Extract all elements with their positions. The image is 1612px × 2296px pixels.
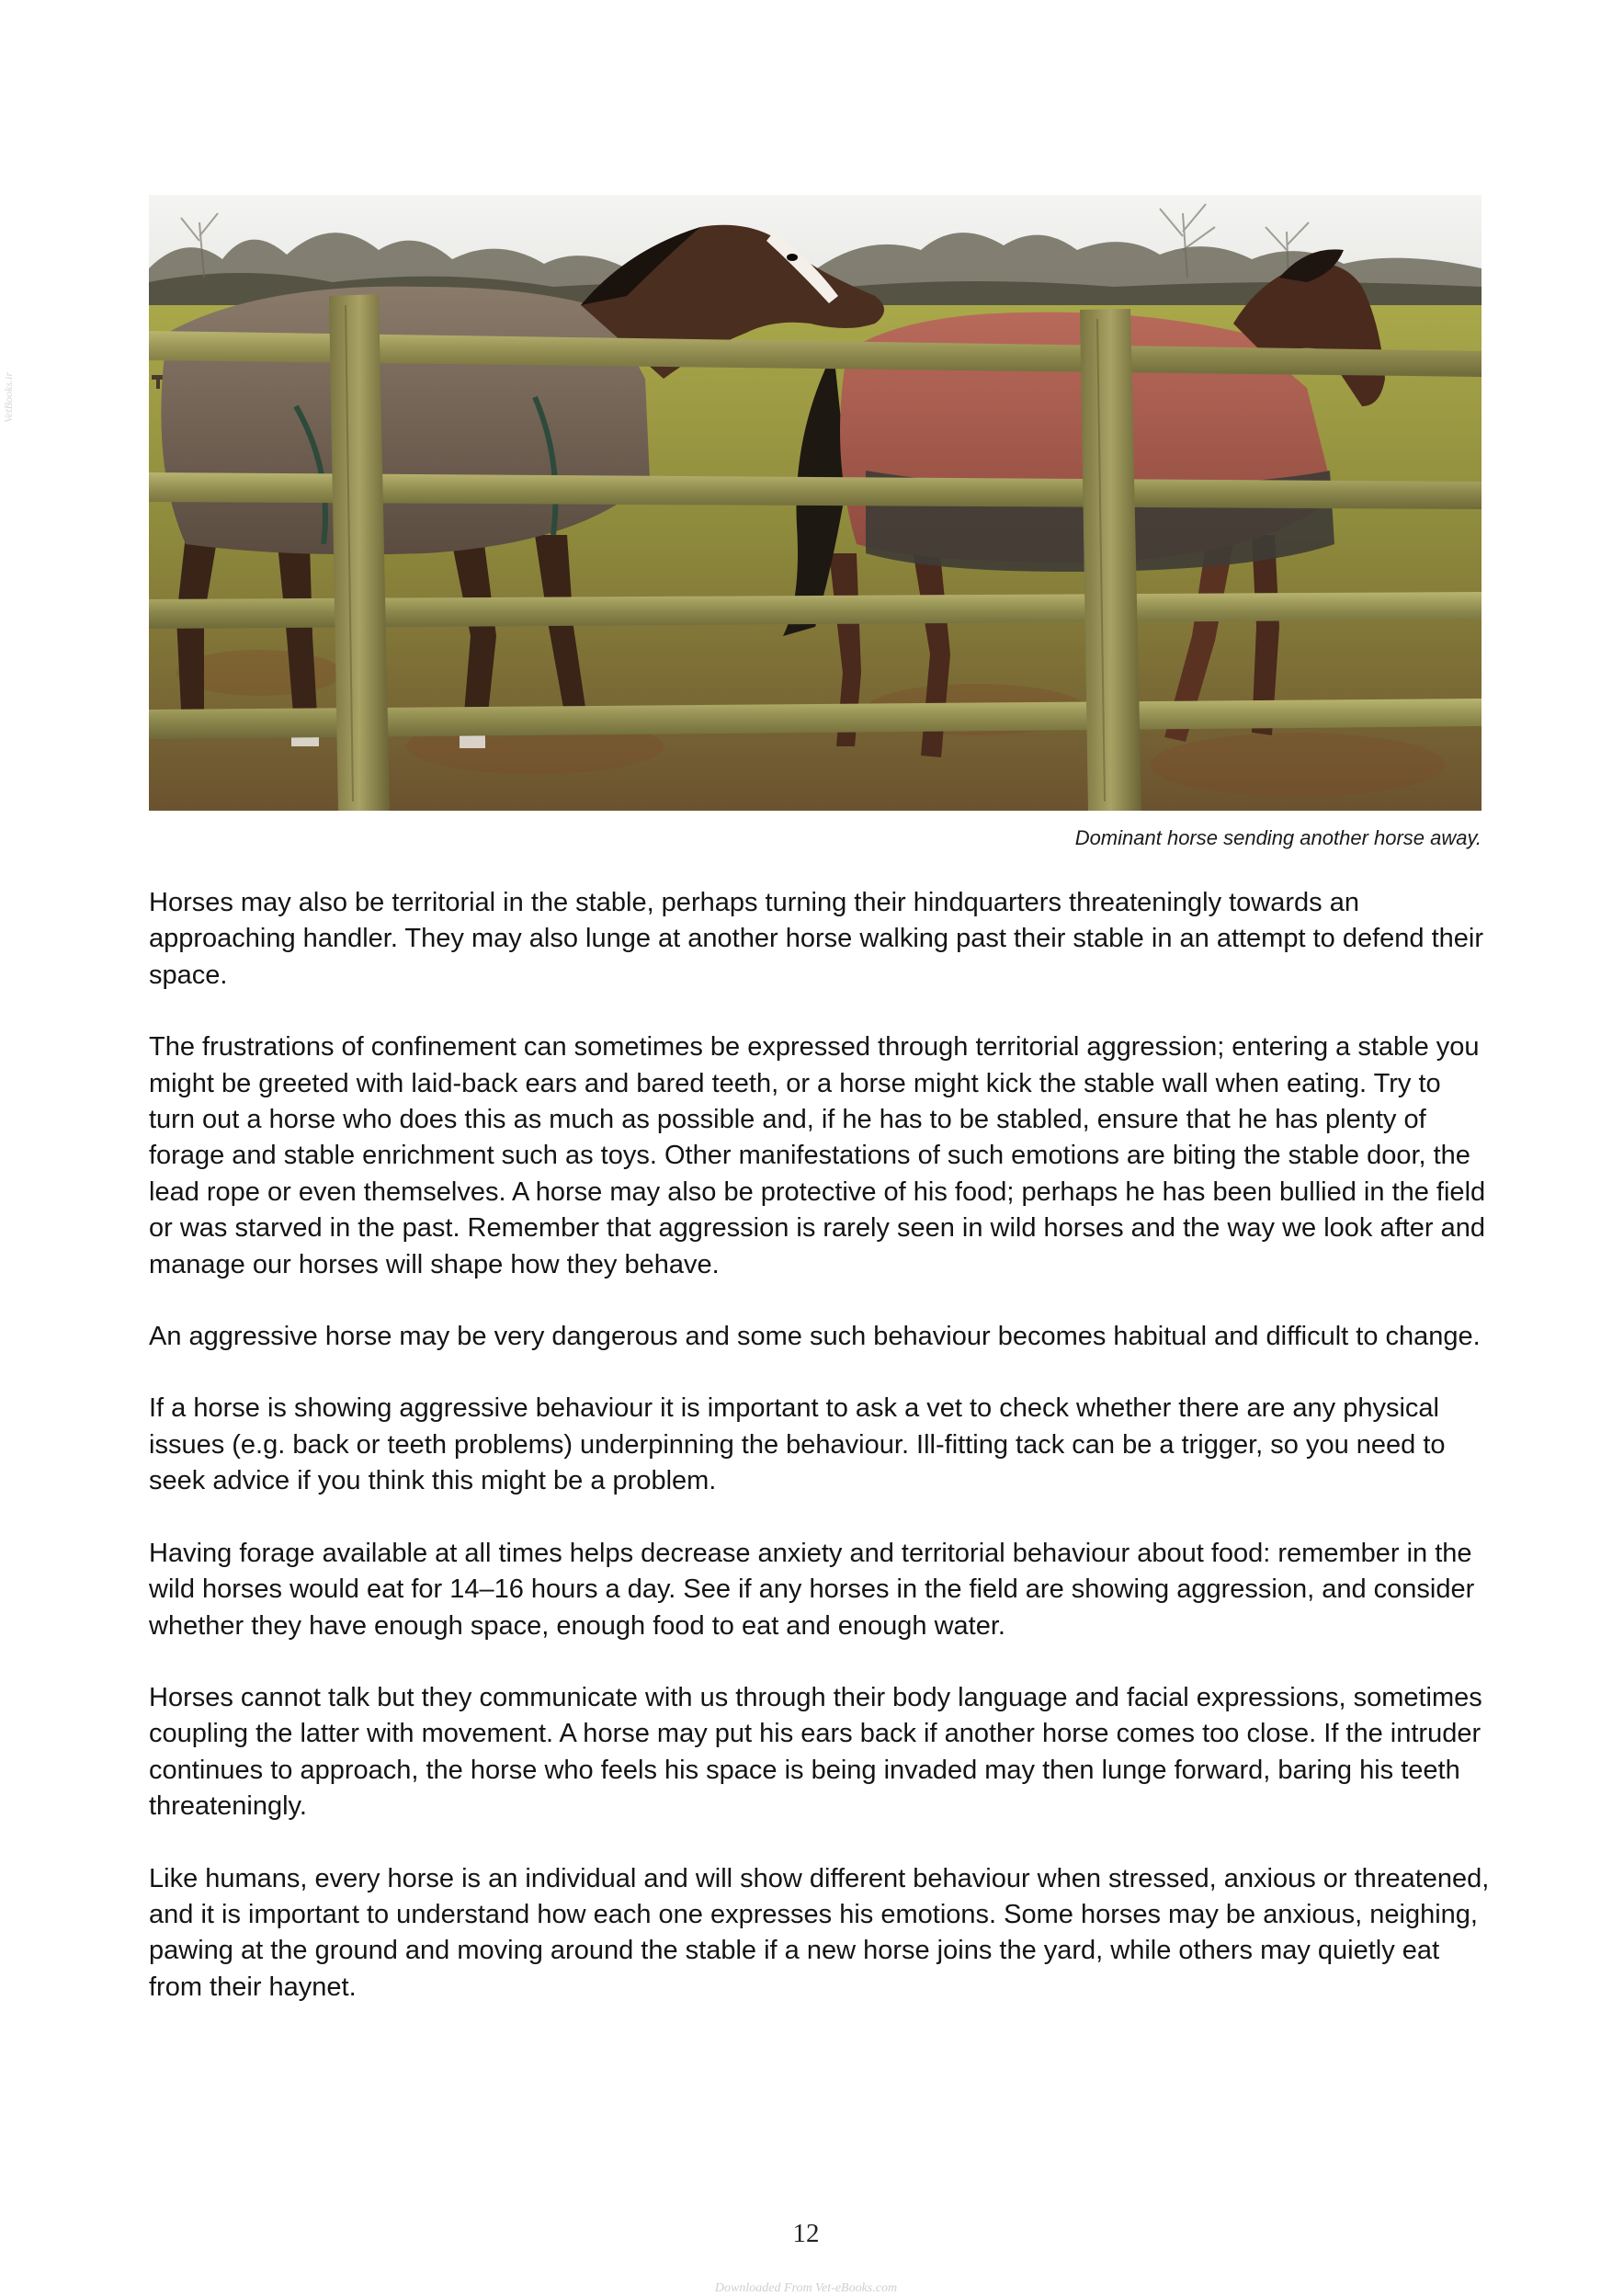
horses-photo <box>149 195 1481 811</box>
body-text <box>149 885 1491 2041</box>
paragraph: An aggressive horse may be very dangerous and some such behaviour becomes habitual and difficult to change. <box>149 1322 1481 1352</box>
paragraph: Horses may also be territorial in the stable, perhaps turning their hindquarters threateningly towards an approaching handler. They may also lunge at another horse walking past their stable in an attempt to defend their space. <box>149 888 1483 990</box>
footer-watermark: Downloaded From Vet-eBooks.com <box>714 2281 898 2295</box>
paragraph: If a horse is showing aggressive behaviour it is important to ask a vet to check whether there are any physical issues (e.g. back or teeth problems) underpinning the behaviour. Ill-fitting tack can be a trigger, so you need to seek advice if you think this might be a problem. <box>149 1393 1446 1496</box>
side-watermark: VetBooks.ir <box>2 372 15 423</box>
paragraph: The frustrations of confinement can sometimes be expressed through territorial aggression; entering a stable you might be greeted with laid-back ears and bared teeth, or a horse might kick the stable wall when eating. Try to turn out a horse who does this as much as possible and, if he has to be stabled, ensure that he has plenty of forage and stable enrichment such as toys. Other manifestations of such emotions are biting the stable door, the lead rope or even themselves. A horse may also be protective of his food; perhaps he has been bullied in the field or was starved in the past. Remember that aggression is rarely seen in wild horses and the way we look after and manage our horses will shape how they behave. <box>149 1032 1486 1279</box>
figure-caption: Dominant horse sending another horse away. <box>1074 826 1481 849</box>
paragraph: Having forage available at all times helps decrease anxiety and territorial behaviour about food: remember in the wild horses would eat for 14–16 hours a day. See if any horses in the field are showing aggression, and consider whether they have enough space, enough food to eat and enough water. <box>149 1538 1475 1641</box>
paragraph: Like humans, every horse is an individual and will show different behaviour when stressed, anxious or threatened, and it is important to understand how each one expresses his emotions. Some horses may be anxious, neighing, pawing at the ground and moving around the stable if a new horse joins the yard, while others may quietly eat from their haynet. <box>149 1863 1490 2002</box>
page-number: 12 <box>792 2219 820 2248</box>
paragraph: Horses cannot talk but they communicate with us through their body language and facial expressions, sometimes coupling the latter with movement. A horse may put his ears back if another horse comes too close. If the intruder continues to approach, the horse who feels his space is being invaded may then lunge forward, baring his teeth threateningly. <box>149 1682 1482 1822</box>
